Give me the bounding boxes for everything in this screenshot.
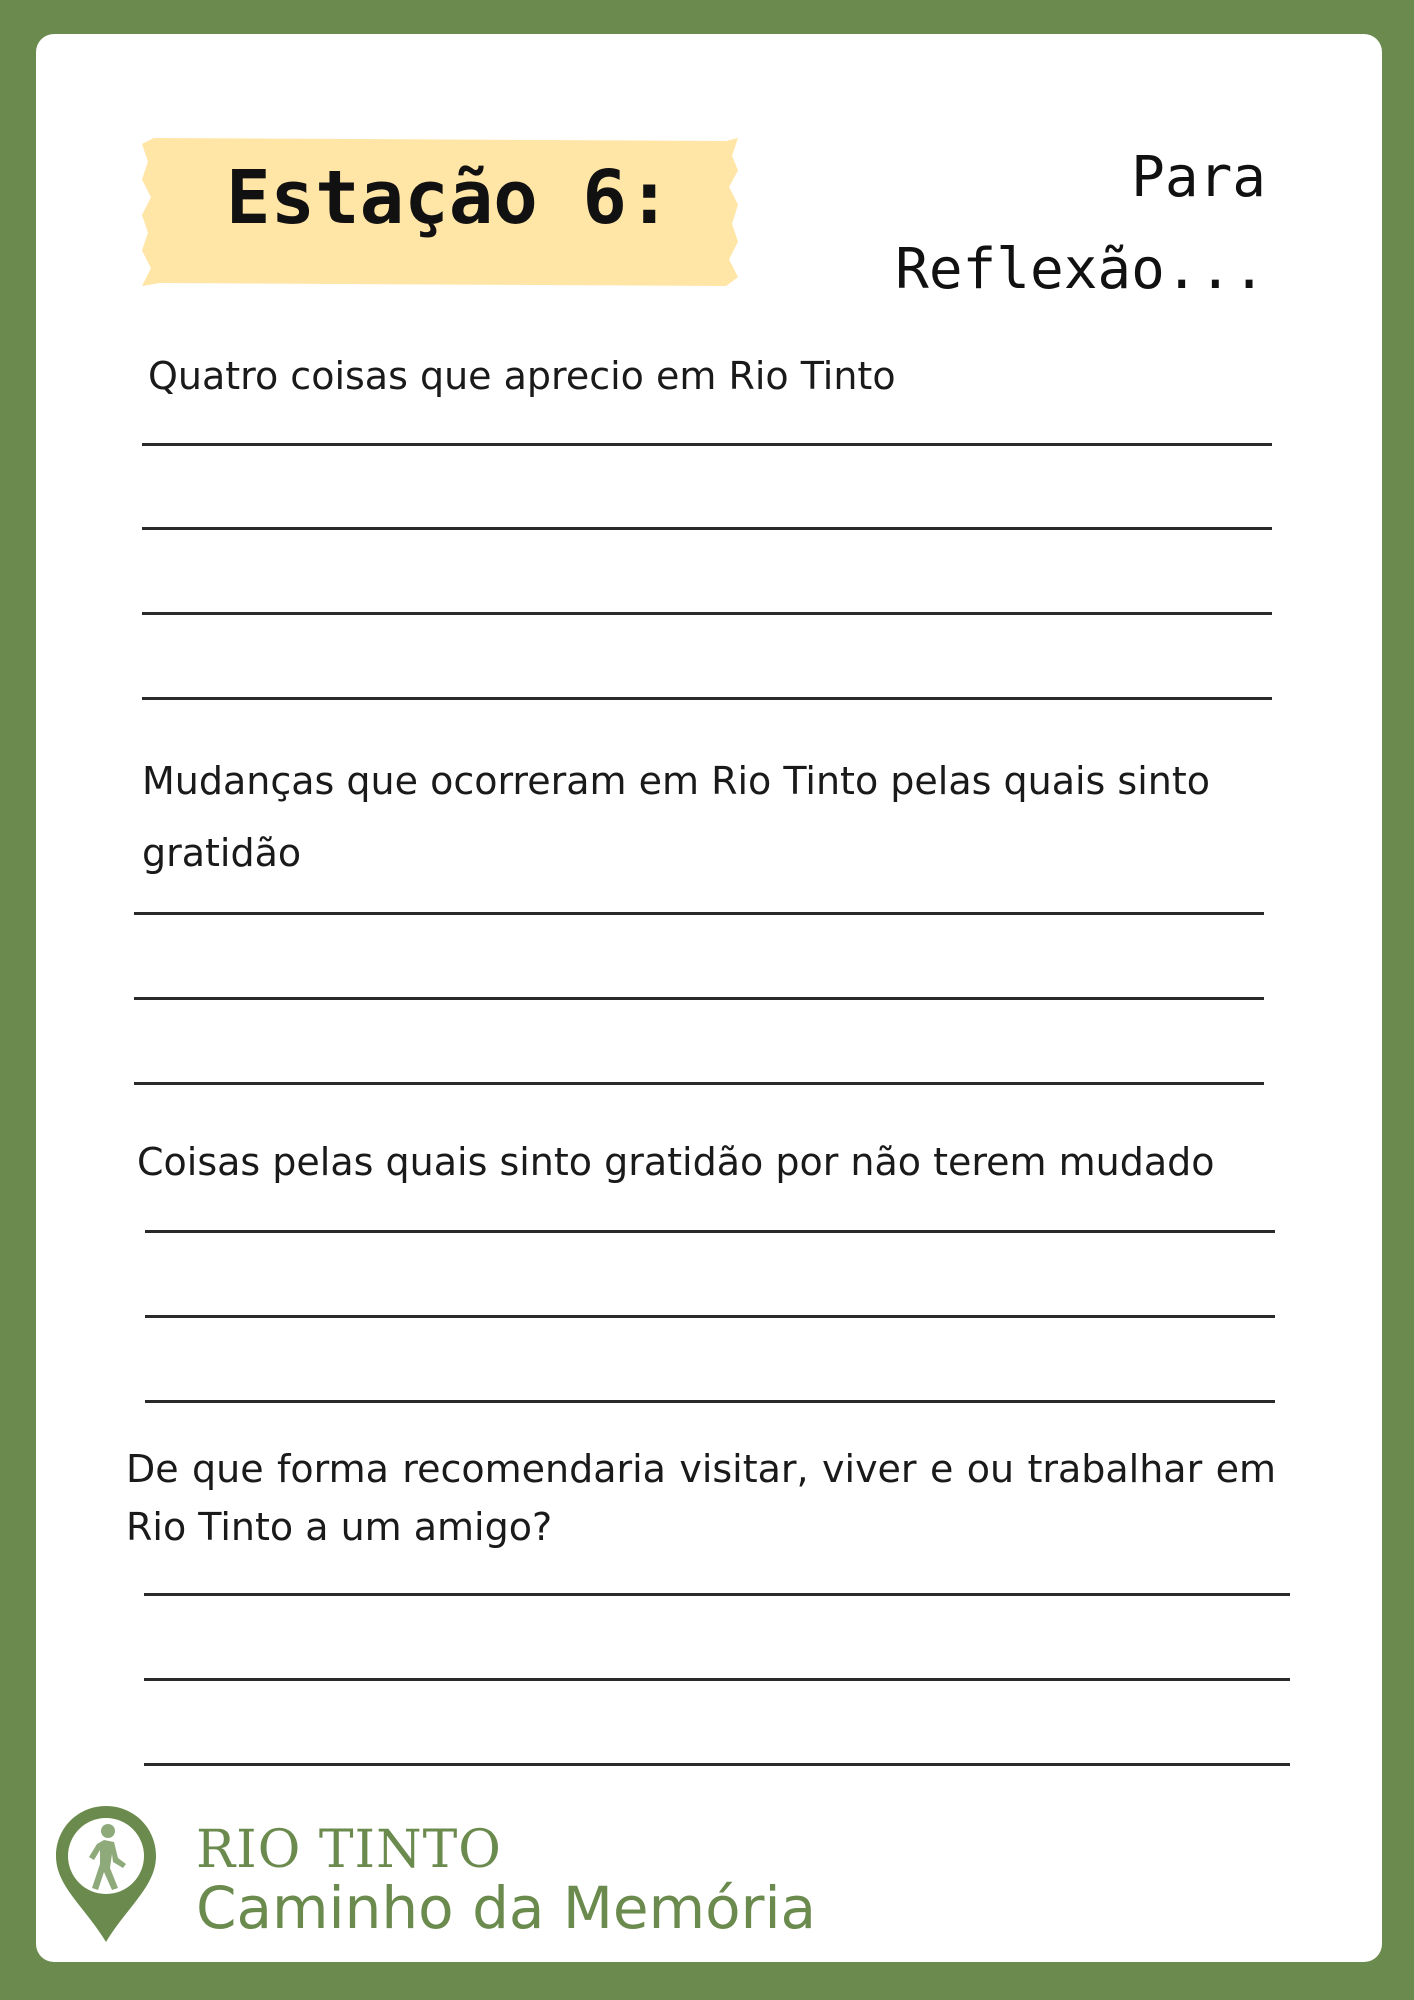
answer-line[interactable] bbox=[145, 1230, 1275, 1233]
answer-line[interactable] bbox=[144, 1763, 1290, 1766]
question-2: Mudanças que ocorreram em Rio Tinto pelas quais sinto gratidão bbox=[142, 759, 1211, 875]
question-1: Quatro coisas que aprecio em Rio Tinto bbox=[148, 354, 896, 398]
answer-line[interactable] bbox=[144, 1593, 1290, 1596]
answer-line[interactable] bbox=[142, 697, 1272, 700]
map-pin-walker-icon bbox=[52, 1802, 160, 1950]
answer-line[interactable] bbox=[134, 1082, 1264, 1085]
logo-caminho-memoria: Caminho da Memória bbox=[196, 1874, 817, 1942]
subtitle-line-1: Para bbox=[1131, 145, 1266, 210]
answer-line[interactable] bbox=[142, 612, 1272, 615]
subtitle-line-2: Reflexão... bbox=[895, 237, 1266, 302]
answer-line[interactable] bbox=[145, 1315, 1275, 1318]
answer-line[interactable] bbox=[142, 443, 1272, 446]
answer-line[interactable] bbox=[145, 1400, 1275, 1403]
question-3: Coisas pelas quais sinto gratidão por não terem mudado bbox=[137, 1140, 1215, 1184]
answer-line[interactable] bbox=[144, 1678, 1290, 1681]
answer-line[interactable] bbox=[142, 527, 1272, 530]
logo-rio-tinto: RIO TINTO bbox=[196, 1820, 502, 1880]
answer-line[interactable] bbox=[134, 997, 1264, 1000]
answer-line[interactable] bbox=[134, 912, 1264, 915]
question-4: De que forma recomendaria visitar, viver e ou trabalhar em Rio Tinto a um amigo? bbox=[126, 1447, 1276, 1549]
station-title: Estação 6: bbox=[226, 155, 672, 241]
section-subtitle bbox=[846, 132, 1266, 316]
